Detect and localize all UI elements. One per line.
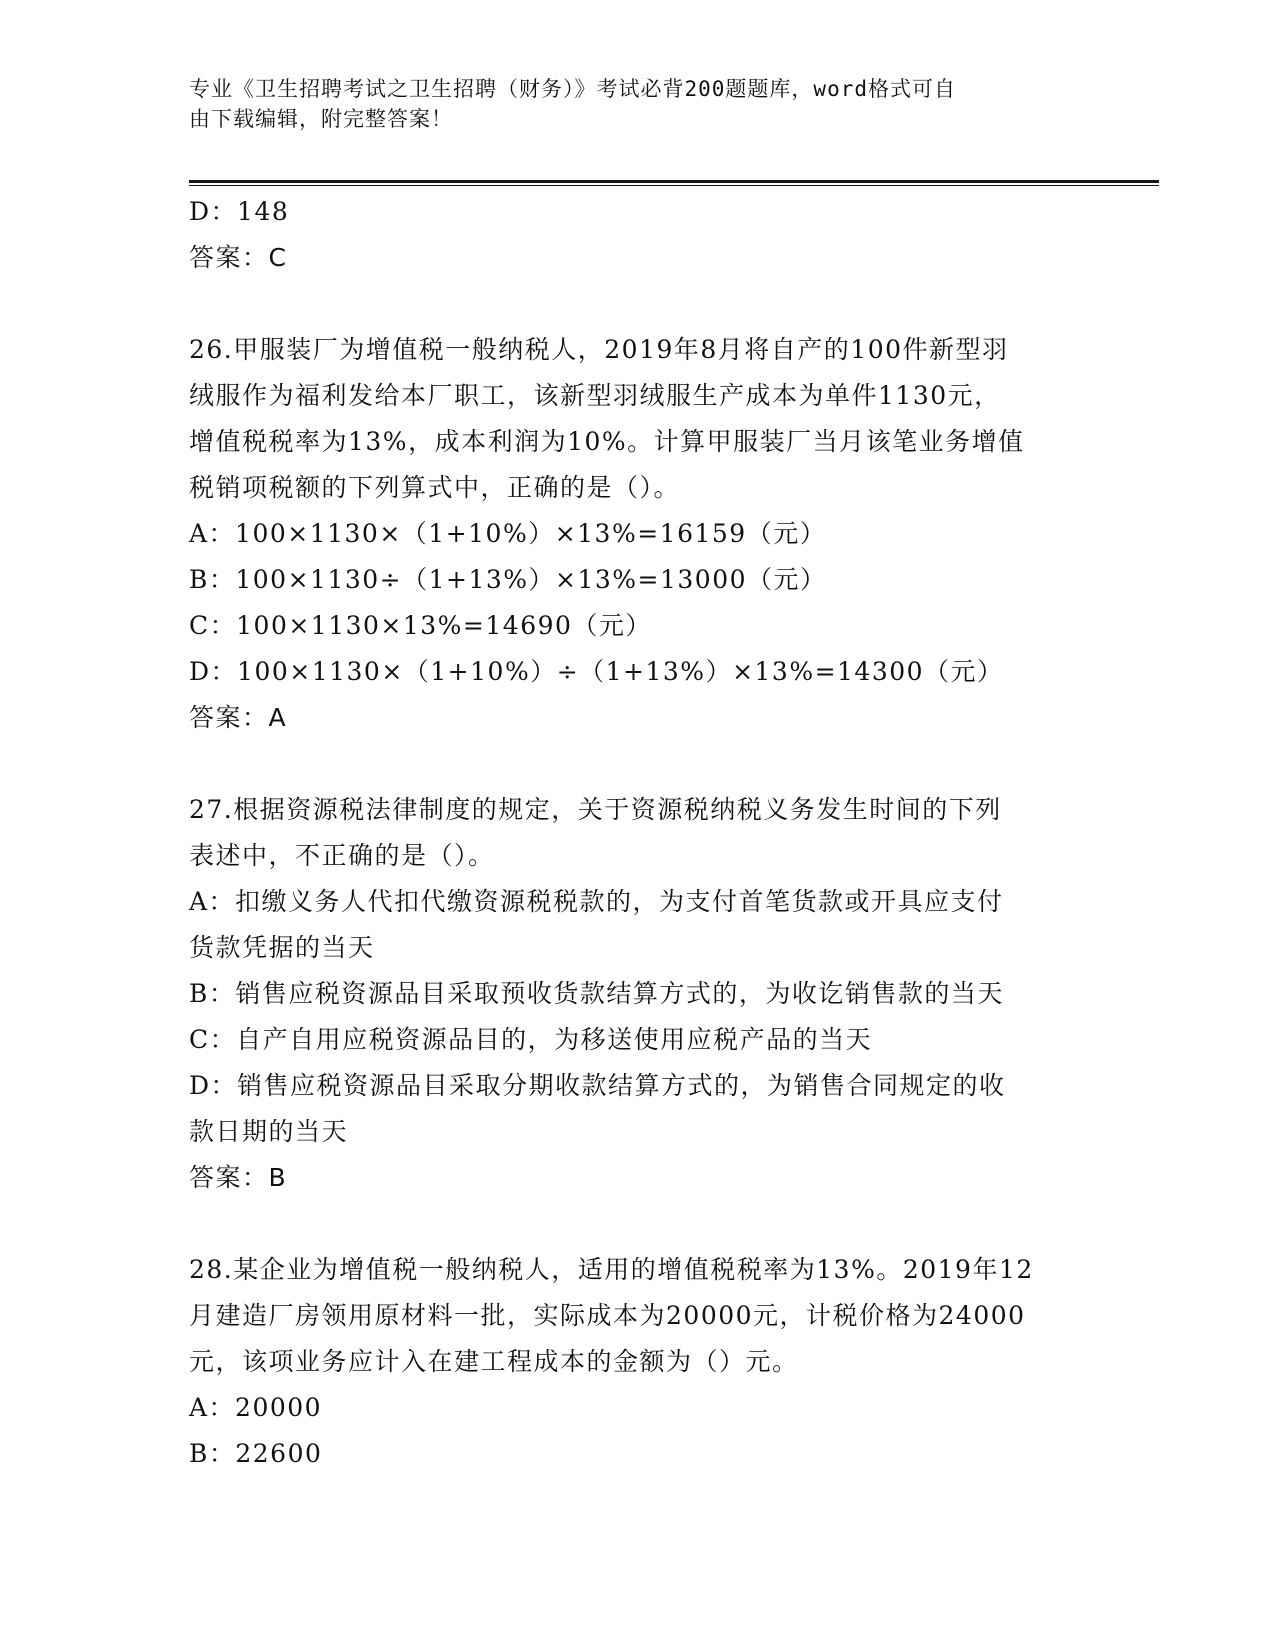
q26-stem-line-3: 增值税税率为13%，成本利润为10%。计算甲服装厂当月该笔业务增值 bbox=[189, 427, 1025, 456]
header-line-2: 由下载编辑，附完整答案！ bbox=[189, 107, 453, 131]
spacer bbox=[189, 281, 1089, 327]
prev-answer: 答案：C bbox=[189, 243, 288, 272]
q26-stem-line-2: 绒服作为福利发给本厂职工，该新型羽绒服生产成本为单件1130元， bbox=[189, 381, 1001, 410]
q27-stem-line-1: 27.根据资源税法律制度的规定，关于资源税纳税义务发生时间的下列 bbox=[189, 795, 1002, 824]
q27-stem-line-2: 表述中，不正确的是（）。 bbox=[189, 841, 495, 870]
q27-option-b: B：销售应税资源品目采取预收货款结算方式的，为收讫销售款的当天 bbox=[189, 979, 1004, 1008]
question-27 bbox=[189, 787, 1089, 1201]
q28-option-b: B：22600 bbox=[189, 1439, 323, 1468]
header-rule-thin bbox=[189, 185, 1159, 186]
spacer bbox=[189, 1201, 1089, 1247]
q28-stem-line-2: 月建造厂房领用原材料一批，实际成本为20000元，计税价格为24000 bbox=[189, 1301, 1026, 1330]
q27-option-a-line-2: 货款凭据的当天 bbox=[189, 933, 375, 962]
question-28 bbox=[189, 1247, 1089, 1477]
prev-option-d: D：148 bbox=[189, 197, 290, 226]
q27-option-a-line-1: A：扣缴义务人代扣代缴资源税税款的，为支付首笔货款或开具应支付 bbox=[189, 887, 1004, 916]
document-header bbox=[189, 74, 1069, 134]
spacer bbox=[189, 741, 1089, 787]
q27-answer: 答案：B bbox=[189, 1163, 288, 1192]
q27-option-d-line-1: D：销售应税资源品目采取分期收款结算方式的，为销售合同规定的收 bbox=[189, 1071, 1006, 1100]
q28-stem-line-3: 元，该项业务应计入在建工程成本的金额为（）元。 bbox=[189, 1347, 799, 1376]
q26-option-c: C：100×1130×13%=14690（元） bbox=[189, 611, 652, 640]
q26-answer: 答案：A bbox=[189, 703, 288, 732]
q26-stem-line-4: 税销项税额的下列算式中，正确的是（）。 bbox=[189, 473, 681, 502]
q28-stem-line-1: 28.某企业为增值税一般纳税人，适用的增值税税率为13%。2019年12 bbox=[189, 1255, 1034, 1284]
question-26 bbox=[189, 327, 1089, 741]
header-rule-thick bbox=[189, 180, 1159, 183]
q26-option-b: B：100×1130÷（1+13%）×13%=13000（元） bbox=[189, 565, 827, 594]
q26-stem-line-1: 26.甲服装厂为增值税一般纳税人，2019年8月将自产的100件新型羽 bbox=[189, 335, 1009, 364]
question-content bbox=[189, 189, 1089, 1477]
q28-option-a: A：20000 bbox=[189, 1393, 323, 1422]
q26-option-d: D：100×1130×（1+10%）÷（1+13%）×13%=14300（元） bbox=[189, 657, 1004, 686]
q27-option-d-line-2: 款日期的当天 bbox=[189, 1117, 349, 1146]
header-line-1: 专业《卫生招聘考试之卫生招聘（财务）》考试必背200题题库，word格式可自 bbox=[189, 77, 956, 101]
q26-option-a: A：100×1130×（1+10%）×13%=16159（元） bbox=[189, 519, 827, 548]
q27-option-c: C：自产自用应税资源品目的，为移送使用应税产品的当天 bbox=[189, 1025, 873, 1054]
